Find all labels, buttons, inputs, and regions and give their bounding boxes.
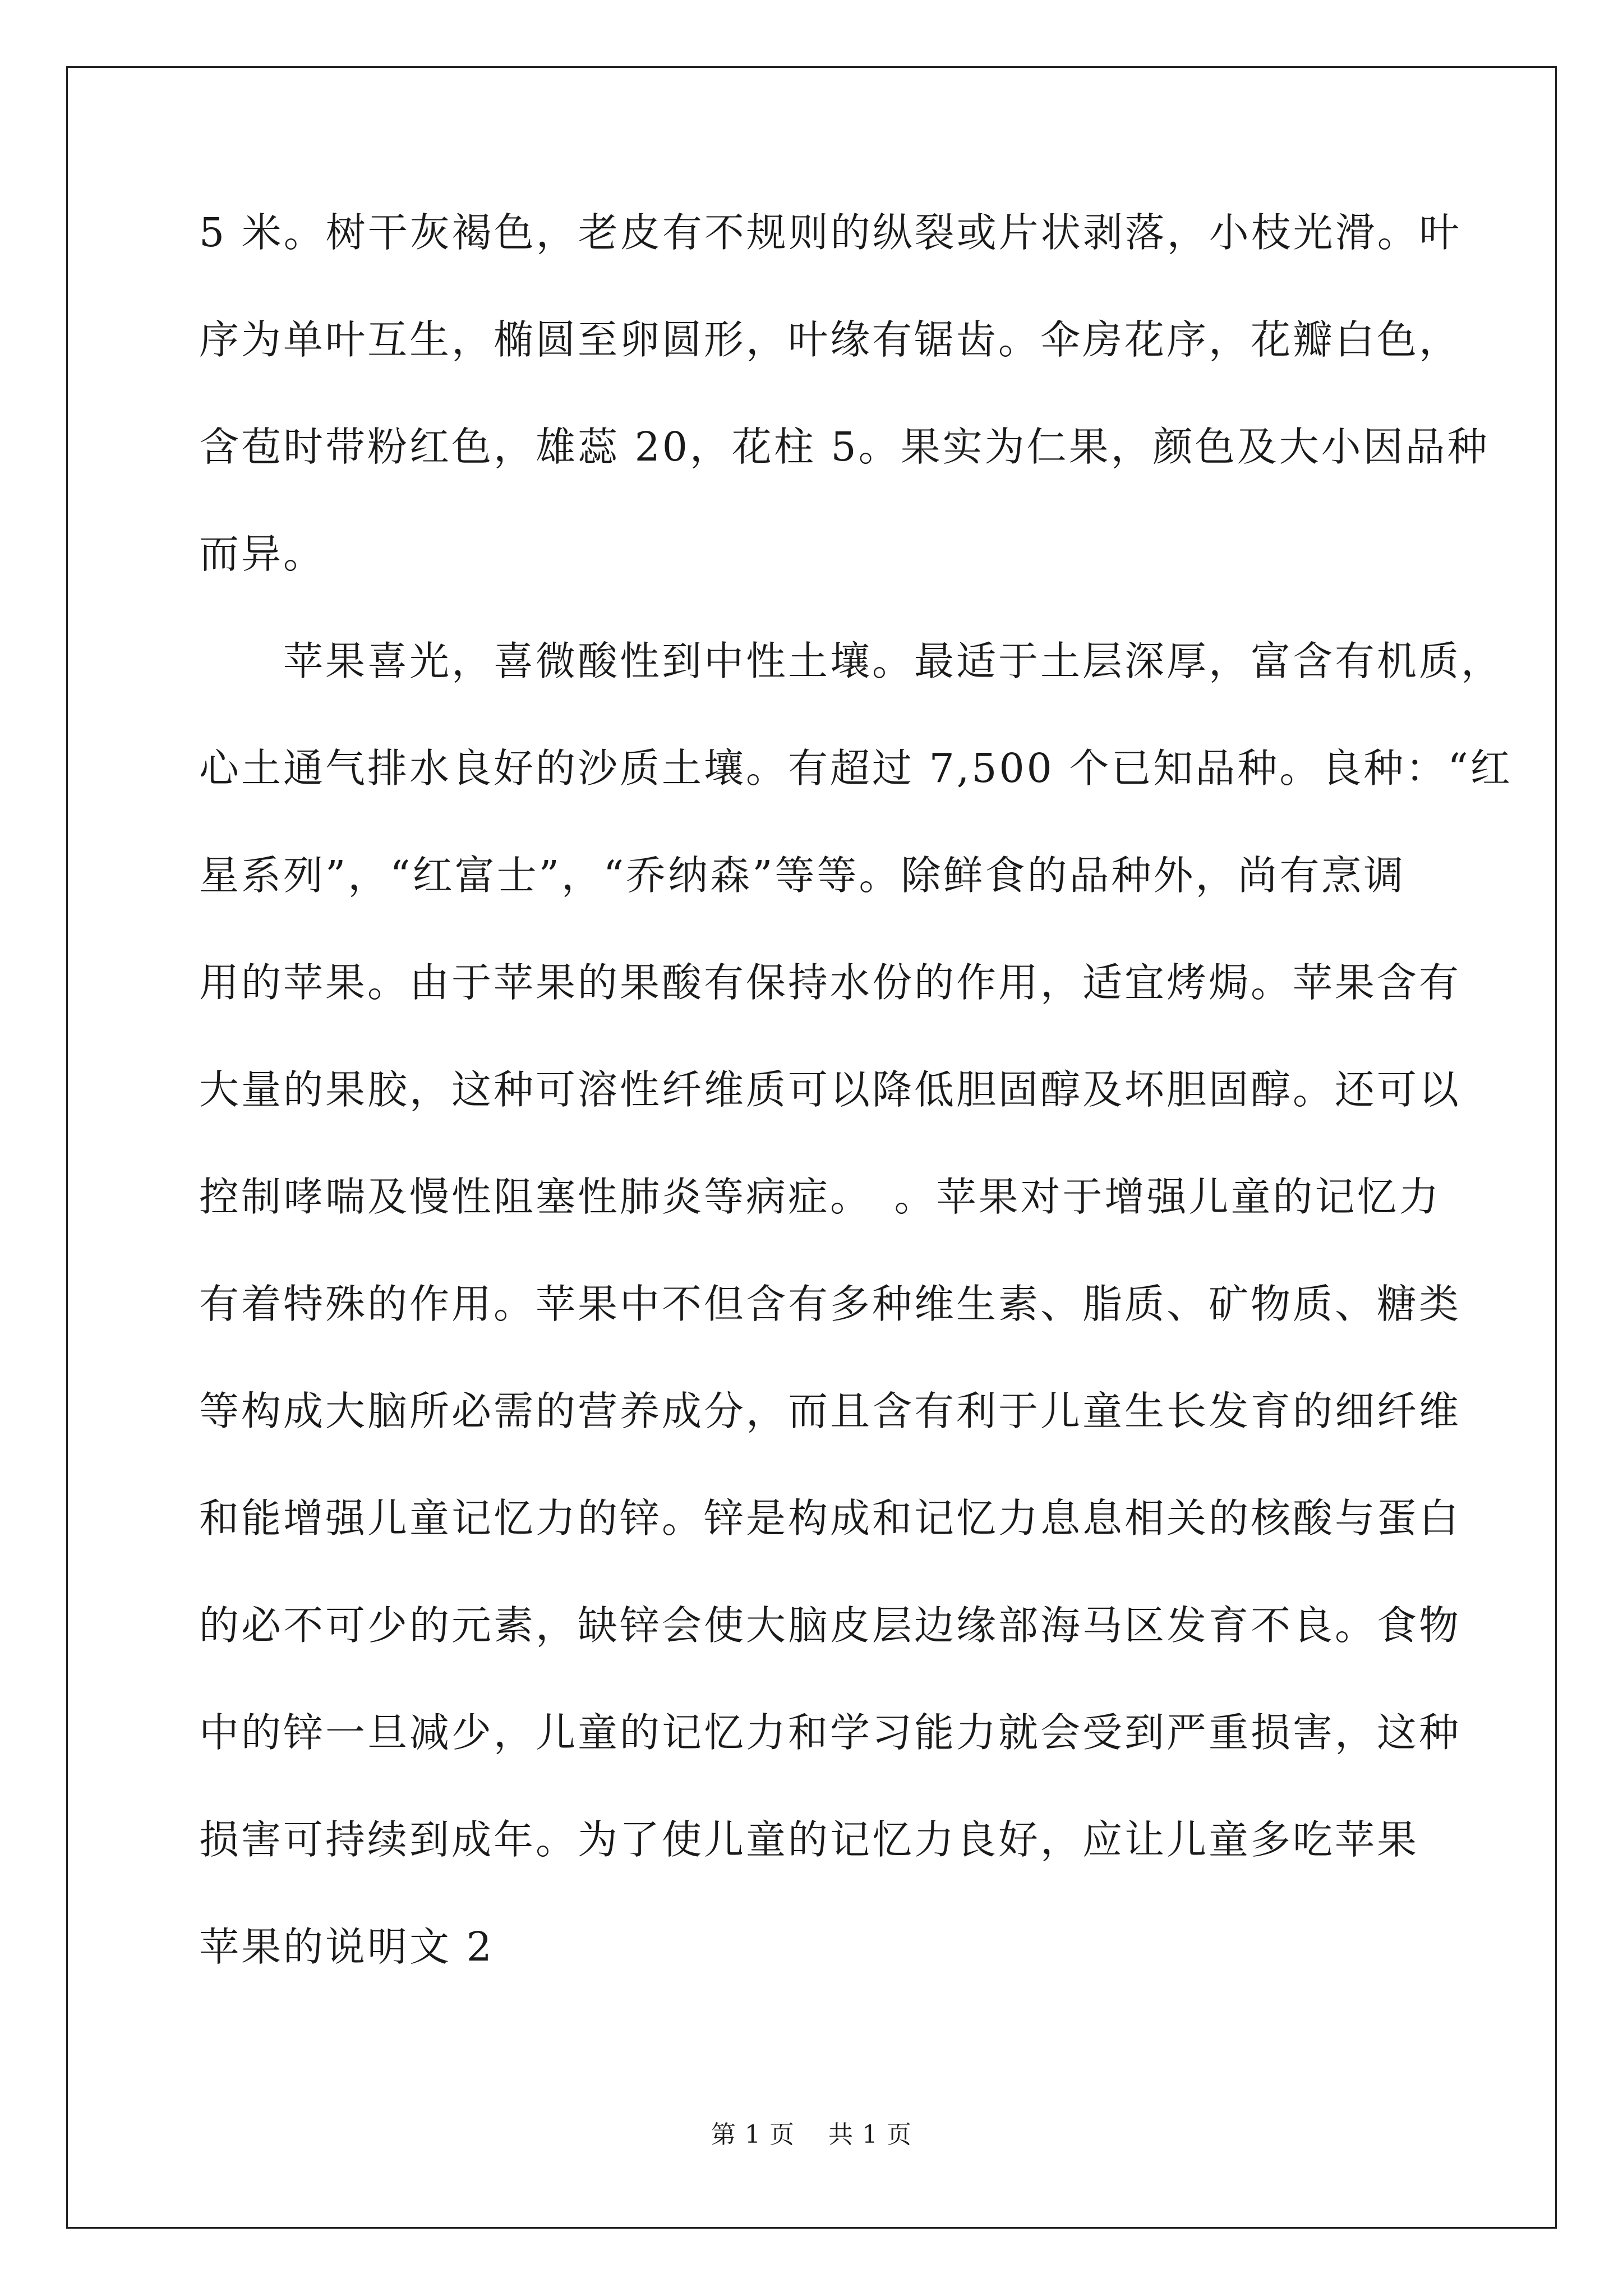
text-line-4: 而异。 (199, 531, 326, 577)
text-line-2: 序为单叶互生，椭圆至卵圆形，叶缘有锯齿。伞房花序，花瓣白色， (199, 316, 1461, 363)
text-line-14: 的必不可少的元素，缺锌会使大脑皮层边缘部海马区发育不良。食物 (199, 1602, 1461, 1649)
text-line-15: 中的锌一旦减少，儿童的记忆力和学习能力就会受到严重损害，这种 (199, 1709, 1461, 1756)
section-title: 苹果的说明文 2 (199, 1924, 494, 1970)
document-body (199, 209, 1513, 2032)
text-line-7: 星系列”，“红富士”，“乔纳森”等等。除鲜食的品种外，尚有烹调 (199, 852, 1406, 899)
text-line-1: 5 米。树干灰褐色，老皮有不规则的纵裂或片状剥落，小枝光滑。叶 (199, 209, 1461, 256)
text-line-16: 损害可持续到成年。为了使儿童的记忆力良好，应让儿童多吃苹果 (199, 1816, 1419, 1863)
text-line-10: 控制哮喘及慢性阻塞性肺炎等病症。 。苹果对于增强儿童的记忆力 (199, 1174, 1441, 1220)
page-footer (0, 2120, 1623, 2150)
text-line-5: 苹果喜光，喜微酸性到中性土壤。最适于土层深厚，富含有机质， (199, 638, 1504, 684)
text-line-8: 用的苹果。由于苹果的果酸有保持水份的作用，适宜烤焗。苹果含有 (199, 959, 1461, 1006)
text-line-11: 有着特殊的作用。苹果中不但含有多种维生素、脂质、矿物质、糖类 (199, 1281, 1461, 1327)
text-line-12: 等构成大脑所必需的营养成分，而且含有利于儿童生长发育的细纤维 (199, 1388, 1461, 1434)
text-line-6: 心土通气排水良好的沙质土壤。有超过 7,500 个已知品种。良种：“红 (199, 745, 1513, 792)
text-line-13: 和能增强儿童记忆力的锌。锌是构成和记忆力息息相关的核酸与蛋白 (199, 1495, 1461, 1542)
page-total: 共 1 页 (828, 2120, 912, 2149)
page-number: 第 1 页 (711, 2120, 795, 2149)
text-line-3: 含苞时带粉红色，雄蕊 20，花柱 5。果实为仁果，颜色及大小因品种 (199, 424, 1490, 470)
text-line-9: 大量的果胶，这种可溶性纤维质可以降低胆固醇及坏胆固醇。还可以 (199, 1066, 1461, 1113)
